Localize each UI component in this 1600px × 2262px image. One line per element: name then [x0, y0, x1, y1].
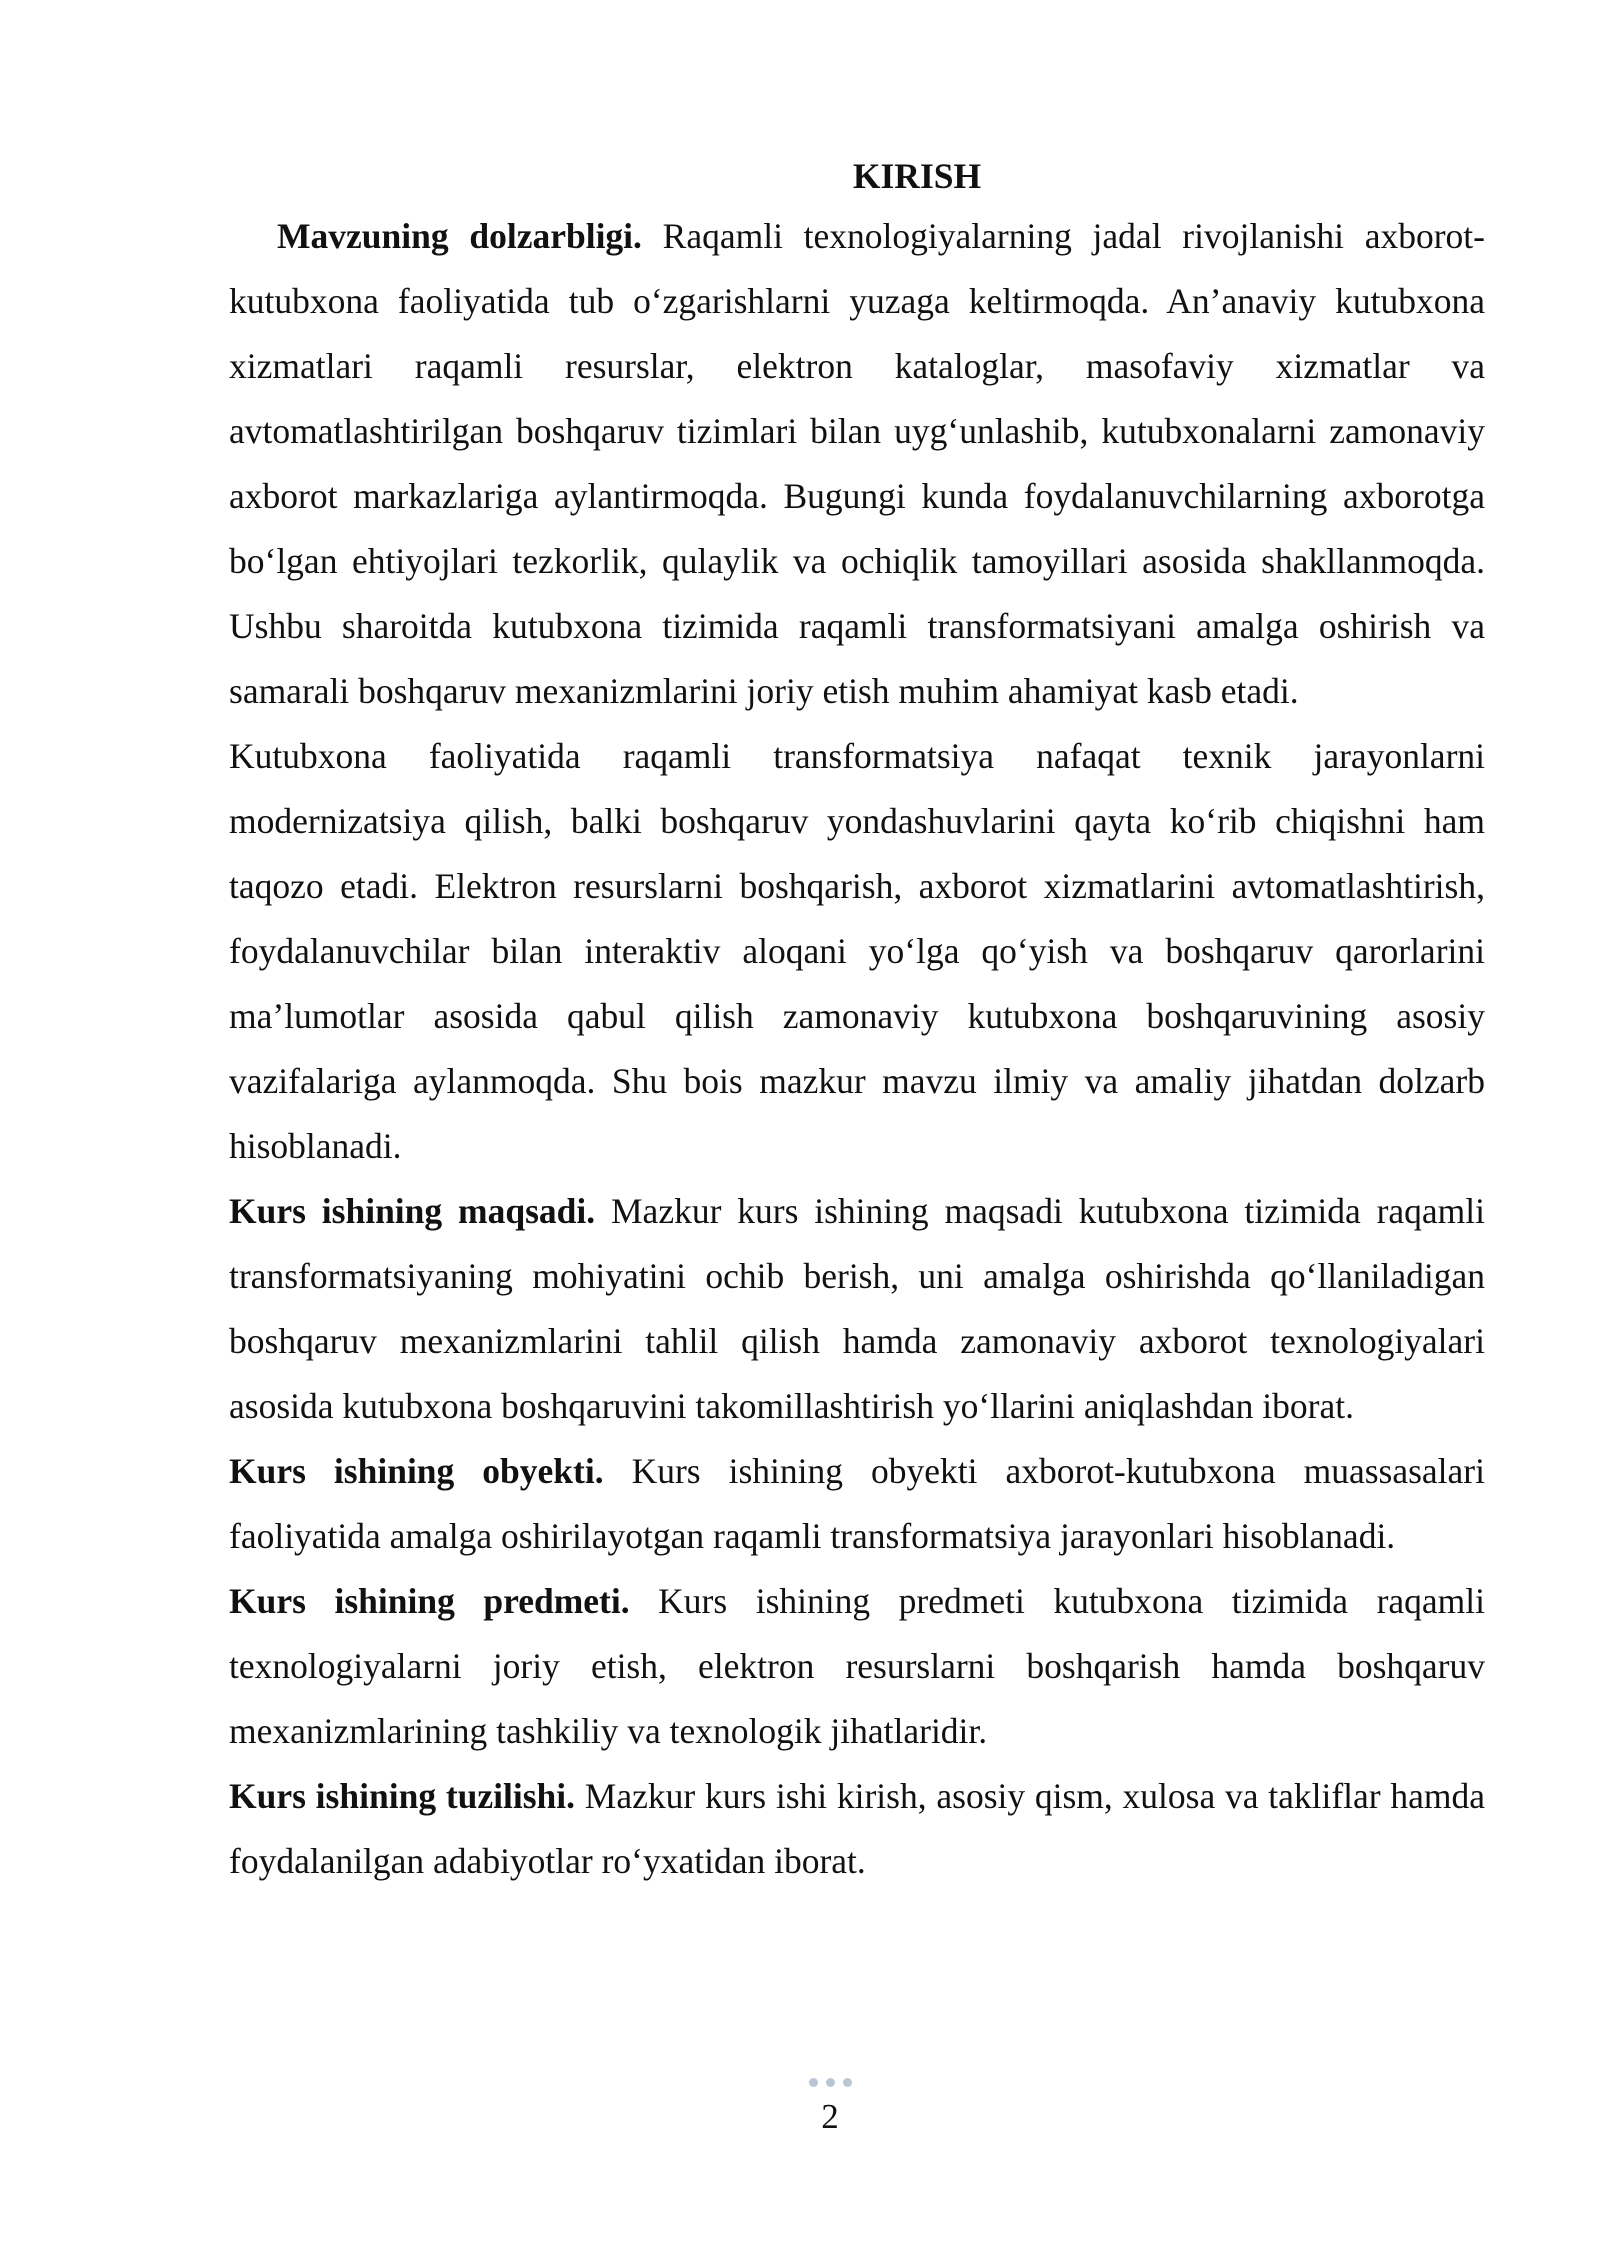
paragraph-structure	[229, 1764, 1485, 1894]
paragraph-relevance	[229, 204, 1485, 724]
page-content	[229, 148, 1485, 1894]
paragraph-text: Kurs ishining obyekti axborot-kutubxona muassasalari faoliyatida amalga oshirilayotgan raqamli transformatsiya jarayonlari hisoblanadi.	[229, 1451, 1485, 1556]
paragraph-object	[229, 1439, 1485, 1569]
paragraph-lead: Mavzuning dolzarbligi.	[277, 216, 642, 256]
ornament-dot	[809, 2078, 818, 2087]
page-footer	[0, 2078, 1600, 2087]
ornament-dot	[843, 2078, 852, 2087]
paragraph-lead: Kurs ishining maqsadi.	[229, 1191, 596, 1231]
paragraph-lead: Kurs ishining tuzilishi.	[229, 1776, 576, 1816]
paragraph-text: Kurs ishining predmeti kutubxona tizimida raqamli texnologiyalarni joriy etish, elektron resurslarni boshqarish hamda boshqaruv mexanizmlarining tashkiliy va texnologik jihatlaridir.	[229, 1581, 1486, 1751]
paragraph-text: Mazkur kurs ishi kirish, asosiy qism, xulosa va takliflar hamda foydalanilgan adabiyotlar ro‘yxatidan iborat.	[229, 1776, 1485, 1881]
paragraph-transformation	[229, 724, 1485, 1179]
paragraph-goal	[229, 1179, 1485, 1439]
paragraph-subject	[229, 1569, 1485, 1764]
section-heading: KIRISH	[852, 156, 982, 196]
paragraph-text: Mazkur kurs ishining maqsadi kutubxona tizimida raqamli transformatsiyaning mohiyatini ochib berish, uni amalga oshirishda qo‘llaniladigan boshqaruv mexanizmlarini tahlil qilish hamda zamonaviy axborot texnologiyalari asosida kutubxona boshqaruvini takomillashtirish yo‘llarini aniqlashdan iborat.	[229, 1191, 1485, 1426]
paragraph-lead: Kurs ishining predmeti.	[229, 1581, 630, 1621]
page-number: 2	[821, 2097, 839, 2136]
paragraph-lead: Kurs ishining obyekti.	[229, 1451, 604, 1491]
paragraph-text: Kutubxona faoliyatida raqamli transformatsiya nafaqat texnik jarayonlarni modernizatsiya qilish, balki boshqaruv yondashuvlarini qayta ko‘rib chiqishni ham taqozo etadi. Elektron resurslarni boshqarish, axborot xizmatlarini avtomatlashtirish, foydalanuvchilar bilan interaktiv aloqani yo‘lga qo‘yish va boshqaruv qarorlarini ma’lumotlar asosida qabul qilish zamonaviy kutubxona boshqaruvining asosiy vazifalariga aylanmoqda. Shu bois mazkur mavzu ilmiy va amaliy jihatdan dolzarb hisoblanadi.	[229, 736, 1485, 1166]
footer-ornament	[60, 2078, 1600, 2087]
ornament-dot	[826, 2078, 835, 2087]
paragraph-text: Raqamli texnologiyalarning jadal rivojlanishi axborot-kutubxona faoliyatida tub o‘zgarishlarni yuzaga keltirmoqda. An’anaviy kutubxona xizmatlari raqamli resurslar, elektron kataloglar, masofaviy xizmatlar va avtomatlashtirilgan boshqaruv tizimlari bilan uyg‘unlashib, kutubxonalarni zamonaviy axborot markazlariga aylantirmoqda. Bugungi kunda foydalanuvchilarning axborotga bo‘lgan ehtiyojlari tezkorlik, qulaylik va ochiqlik tamoyillari asosida shakllanmoqda. Ushbu sharoitda kutubxona tizimida raqamli transformatsiyani amalga oshirish va samarali boshqaruv mexanizmlarini joriy etish muhim ahamiyat kasb etadi.	[229, 216, 1485, 711]
